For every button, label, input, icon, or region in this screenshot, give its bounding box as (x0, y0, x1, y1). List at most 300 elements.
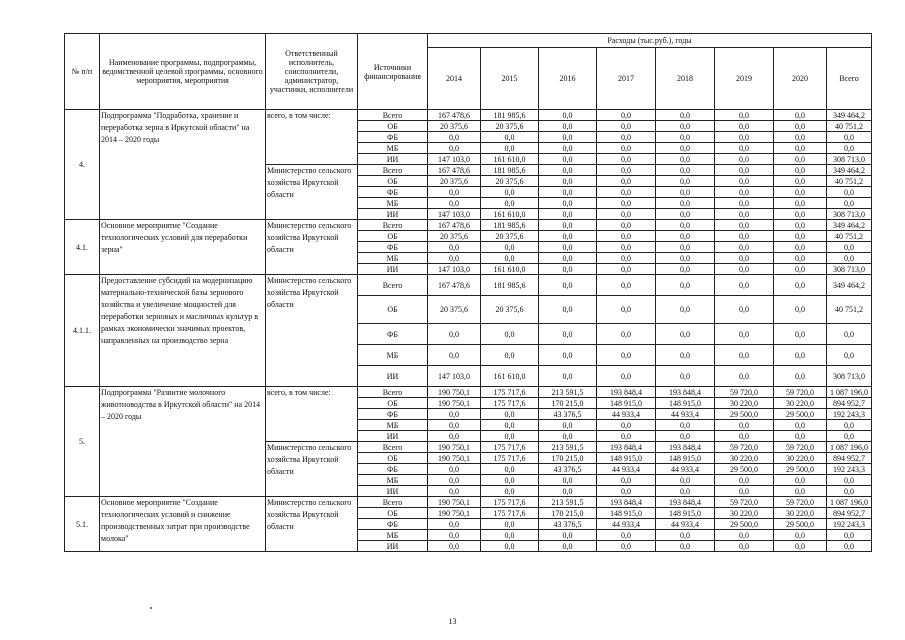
year-value: 175 717,6 (481, 442, 539, 453)
year-value: 190 750,1 (428, 398, 481, 409)
header-total: Всего (827, 48, 872, 110)
year-value: 193 848,4 (656, 387, 715, 398)
funding-source: ФБ (358, 464, 428, 475)
year-value: 0,0 (597, 296, 656, 324)
year-value: 175 717,6 (481, 453, 539, 464)
funding-source: ОБ (358, 508, 428, 519)
year-value: 0,0 (539, 154, 597, 165)
year-value: 147 103,0 (428, 366, 481, 387)
year-value: 0,0 (428, 431, 481, 442)
row-number: 5.1. (65, 497, 100, 552)
year-value: 0,0 (597, 264, 656, 275)
year-value: 213 591,5 (539, 387, 597, 398)
year-value: 0,0 (656, 264, 715, 275)
year-value: 213 591,5 (539, 442, 597, 453)
year-value: 0,0 (481, 187, 539, 198)
year-value: 0,0 (656, 165, 715, 176)
funding-source: ИИ (358, 431, 428, 442)
year-value: 43 376,5 (539, 464, 597, 475)
year-value: 170 215,0 (539, 398, 597, 409)
table-row (65, 275, 872, 296)
year-value: 161 610,0 (481, 264, 539, 275)
year-value: 0,0 (774, 275, 827, 296)
total-value: 894 952,7 (827, 398, 872, 409)
year-value: 0,0 (428, 187, 481, 198)
total-value: 0,0 (827, 345, 872, 366)
year-value: 0,0 (481, 242, 539, 253)
year-value: 30 220,0 (715, 453, 774, 464)
total-value: 1 087 196,0 (827, 442, 872, 453)
total-value: 349 464,2 (827, 165, 872, 176)
total-value: 308 713,0 (827, 154, 872, 165)
year-value: 0,0 (656, 220, 715, 231)
year-value: 170 215,0 (539, 508, 597, 519)
header-year: 2017 (597, 48, 656, 110)
year-value: 0,0 (428, 420, 481, 431)
year-value: 0,0 (774, 486, 827, 497)
funding-source: ФБ (358, 324, 428, 345)
year-value: 0,0 (774, 121, 827, 132)
year-value: 0,0 (539, 486, 597, 497)
table-row (65, 110, 872, 121)
year-value: 0,0 (774, 132, 827, 143)
year-value: 0,0 (774, 475, 827, 486)
year-value: 0,0 (539, 187, 597, 198)
year-value: 29 500,0 (715, 409, 774, 420)
year-value: 29 500,0 (715, 519, 774, 530)
year-value: 175 717,6 (481, 497, 539, 508)
year-value: 0,0 (597, 209, 656, 220)
year-value: 0,0 (774, 431, 827, 442)
table-row (65, 220, 872, 231)
row-number: 4.1. (65, 220, 100, 275)
item-name: Предоставление субсидий на модернизацию материально-технической базы зернового хозяйства и увеличение мощностей для переработки зерновых и масличных культур в рамках экономически значимых проектов, направленных на производство зерна (100, 275, 266, 387)
year-value: 0,0 (597, 530, 656, 541)
year-value: 0,0 (715, 209, 774, 220)
funding-source: Всего (358, 165, 428, 176)
year-value: 0,0 (656, 324, 715, 345)
expenses-table (64, 33, 872, 552)
year-value: 0,0 (715, 475, 774, 486)
year-value: 43 376,5 (539, 519, 597, 530)
year-value: 0,0 (715, 253, 774, 264)
year-value: 59 720,0 (774, 387, 827, 398)
total-value: 40 751,2 (827, 176, 872, 187)
total-value: 349 464,2 (827, 110, 872, 121)
header-year: 2015 (481, 48, 539, 110)
total-value: 0,0 (827, 132, 872, 143)
year-value: 0,0 (774, 296, 827, 324)
year-value: 0,0 (481, 409, 539, 420)
year-value: 44 933,4 (656, 464, 715, 475)
year-value: 0,0 (428, 143, 481, 154)
total-value: 0,0 (827, 431, 872, 442)
item-name: Подпрограмма "Подработка, хранение и переработка зерна в Иркутской области" на 2014 – 2020 годы (100, 110, 266, 220)
year-value: 0,0 (428, 519, 481, 530)
total-value: 192 243,3 (827, 519, 872, 530)
year-value: 0,0 (715, 110, 774, 121)
year-value: 0,0 (715, 486, 774, 497)
responsible-executor: Министерство сельского хозяйства Иркутской области (266, 442, 358, 497)
year-value: 0,0 (715, 143, 774, 154)
year-value: 0,0 (539, 220, 597, 231)
table-row (65, 387, 872, 398)
year-value: 190 750,1 (428, 508, 481, 519)
funding-source: МБ (358, 530, 428, 541)
year-value: 29 500,0 (715, 464, 774, 475)
year-value: 0,0 (539, 264, 597, 275)
year-value: 0,0 (597, 253, 656, 264)
year-value: 0,0 (715, 275, 774, 296)
year-value: 0,0 (481, 253, 539, 264)
year-value: 161 610,0 (481, 366, 539, 387)
header-num: № п/п (65, 34, 100, 110)
year-value: 44 933,4 (656, 519, 715, 530)
header-year: 2019 (715, 48, 774, 110)
year-value: 0,0 (656, 231, 715, 242)
year-value: 0,0 (597, 220, 656, 231)
year-value: 167 478,6 (428, 110, 481, 121)
year-value: 0,0 (656, 475, 715, 486)
year-value: 175 717,6 (481, 398, 539, 409)
year-value: 0,0 (597, 121, 656, 132)
year-value: 0,0 (774, 530, 827, 541)
year-value: 0,0 (715, 121, 774, 132)
year-value: 0,0 (481, 519, 539, 530)
year-value: 0,0 (715, 231, 774, 242)
year-value: 0,0 (656, 110, 715, 121)
year-value: 0,0 (428, 324, 481, 345)
year-value: 0,0 (597, 132, 656, 143)
year-value: 0,0 (597, 110, 656, 121)
year-value: 0,0 (715, 431, 774, 442)
year-value: 193 848,4 (656, 442, 715, 453)
funding-source: Всего (358, 442, 428, 453)
year-value: 167 478,6 (428, 275, 481, 296)
year-value: 0,0 (774, 198, 827, 209)
header-expenses: Расходы (тыс.руб.), годы (428, 34, 872, 48)
funding-source: Всего (358, 497, 428, 508)
funding-source: Всего (358, 110, 428, 121)
year-value: 20 375,6 (481, 296, 539, 324)
year-value: 0,0 (481, 324, 539, 345)
total-value: 308 713,0 (827, 264, 872, 275)
funding-source: МБ (358, 198, 428, 209)
year-value: 59 720,0 (715, 387, 774, 398)
year-value: 0,0 (481, 132, 539, 143)
page-number: 13 (448, 617, 457, 626)
year-value: 0,0 (539, 475, 597, 486)
total-value: 0,0 (827, 324, 872, 345)
row-number: 5. (65, 387, 100, 497)
funding-source: МБ (358, 420, 428, 431)
year-value: 0,0 (597, 176, 656, 187)
year-value: 161 610,0 (481, 154, 539, 165)
year-value: 59 720,0 (774, 497, 827, 508)
year-value: 0,0 (597, 324, 656, 345)
header-responsible: Ответственный исполнитель, соисполнители, администратор, участники, исполнители (266, 34, 358, 110)
year-value: 20 375,6 (481, 121, 539, 132)
item-name: Основное мероприятие "Создание технологических условий для переработки зерна" (100, 220, 266, 275)
year-value: 0,0 (428, 242, 481, 253)
year-value: 0,0 (539, 121, 597, 132)
year-value: 0,0 (539, 231, 597, 242)
funding-source: ОБ (358, 453, 428, 464)
year-value: 181 985,6 (481, 165, 539, 176)
total-value: 0,0 (827, 187, 872, 198)
year-value: 0,0 (428, 464, 481, 475)
year-value: 0,0 (539, 209, 597, 220)
year-value: 0,0 (715, 242, 774, 253)
year-value: 0,0 (539, 176, 597, 187)
year-value: 0,0 (774, 154, 827, 165)
year-value: 0,0 (597, 420, 656, 431)
funding-source: ФБ (358, 132, 428, 143)
year-value: 193 848,4 (656, 497, 715, 508)
year-value: 0,0 (656, 198, 715, 209)
funding-source: ИИ (358, 366, 428, 387)
year-value: 0,0 (428, 132, 481, 143)
year-value: 0,0 (539, 242, 597, 253)
funding-source: ОБ (358, 398, 428, 409)
year-value: 0,0 (428, 541, 481, 552)
year-value: 0,0 (597, 154, 656, 165)
year-value: 0,0 (656, 486, 715, 497)
total-value: 0,0 (827, 541, 872, 552)
year-value: 0,0 (656, 242, 715, 253)
year-value: 0,0 (656, 154, 715, 165)
total-value: 1 087 196,0 (827, 497, 872, 508)
year-value: 0,0 (715, 165, 774, 176)
year-value: 0,0 (774, 110, 827, 121)
responsible-executor: всего, в том числе: (266, 387, 358, 442)
year-value: 0,0 (715, 530, 774, 541)
year-value: 0,0 (656, 132, 715, 143)
year-value: 59 720,0 (715, 497, 774, 508)
year-value: 44 933,4 (597, 464, 656, 475)
year-value: 0,0 (597, 198, 656, 209)
year-value: 0,0 (597, 475, 656, 486)
year-value: 0,0 (539, 143, 597, 154)
total-value: 1 087 196,0 (827, 387, 872, 398)
year-value: 148 915,0 (597, 453, 656, 464)
year-value: 148 915,0 (597, 398, 656, 409)
year-value: 167 478,6 (428, 165, 481, 176)
header-name: Наименование программы, подпрограммы, ведомственной целевой программы, основного мероприятия, мероприятия (100, 34, 266, 110)
year-value: 0,0 (774, 541, 827, 552)
total-value: 192 243,3 (827, 464, 872, 475)
year-value: 44 933,4 (597, 519, 656, 530)
year-value: 190 750,1 (428, 442, 481, 453)
year-value: 0,0 (539, 431, 597, 442)
year-value: 181 985,6 (481, 110, 539, 121)
year-value: 0,0 (539, 198, 597, 209)
year-value: 30 220,0 (715, 508, 774, 519)
total-value: 0,0 (827, 242, 872, 253)
year-value: 0,0 (539, 324, 597, 345)
year-value: 0,0 (597, 165, 656, 176)
year-value: 147 103,0 (428, 209, 481, 220)
year-value: 20 375,6 (428, 296, 481, 324)
year-value: 0,0 (774, 253, 827, 264)
year-value: 0,0 (774, 187, 827, 198)
year-value: 0,0 (715, 264, 774, 275)
year-value: 0,0 (656, 121, 715, 132)
year-value: 0,0 (715, 366, 774, 387)
year-value: 0,0 (774, 165, 827, 176)
year-value: 0,0 (539, 253, 597, 264)
funding-source: ФБ (358, 187, 428, 198)
year-value: 0,0 (481, 345, 539, 366)
year-value: 0,0 (539, 132, 597, 143)
header-year: 2016 (539, 48, 597, 110)
year-value: 20 375,6 (428, 231, 481, 242)
year-value: 0,0 (428, 530, 481, 541)
year-value: 0,0 (656, 143, 715, 154)
year-value: 0,0 (715, 324, 774, 345)
year-value: 0,0 (597, 242, 656, 253)
total-value: 894 952,7 (827, 453, 872, 464)
year-value: 0,0 (774, 143, 827, 154)
year-value: 0,0 (481, 486, 539, 497)
year-value: 0,0 (715, 132, 774, 143)
year-value: 147 103,0 (428, 154, 481, 165)
funding-source: ИИ (358, 209, 428, 220)
table-header (65, 34, 872, 110)
responsible-executor: Министерство сельского хозяйства Иркутской области (266, 165, 358, 220)
responsible-executor: Министерство сельского хозяйства Иркутской области (266, 220, 358, 275)
funding-source: МБ (358, 345, 428, 366)
funding-source: ФБ (358, 409, 428, 420)
year-value: 0,0 (715, 420, 774, 431)
year-value: 0,0 (774, 209, 827, 220)
funding-source: МБ (358, 143, 428, 154)
year-value: 59 720,0 (715, 442, 774, 453)
year-value: 0,0 (597, 366, 656, 387)
year-value: 0,0 (715, 154, 774, 165)
total-value: 308 713,0 (827, 209, 872, 220)
year-value: 0,0 (539, 110, 597, 121)
year-value: 181 985,6 (481, 275, 539, 296)
year-value: 0,0 (481, 420, 539, 431)
year-value: 0,0 (481, 198, 539, 209)
year-value: 0,0 (597, 345, 656, 366)
year-value: 0,0 (597, 275, 656, 296)
year-value: 190 750,1 (428, 453, 481, 464)
year-value: 0,0 (481, 541, 539, 552)
year-value: 0,0 (539, 345, 597, 366)
year-value: 0,0 (774, 264, 827, 275)
scan-dot (150, 607, 152, 609)
year-value: 0,0 (539, 541, 597, 552)
total-value: 894 952,7 (827, 508, 872, 519)
year-value: 0,0 (656, 275, 715, 296)
year-value: 0,0 (428, 409, 481, 420)
funding-source: ОБ (358, 121, 428, 132)
year-value: 0,0 (715, 541, 774, 552)
year-value: 0,0 (656, 209, 715, 220)
total-value: 40 751,2 (827, 231, 872, 242)
year-value: 20 375,6 (481, 176, 539, 187)
year-value: 0,0 (774, 420, 827, 431)
row-number: 4.1.1. (65, 275, 100, 387)
year-value: 0,0 (656, 431, 715, 442)
total-value: 0,0 (827, 253, 872, 264)
year-value: 29 500,0 (774, 519, 827, 530)
year-value: 0,0 (539, 530, 597, 541)
year-value: 193 848,4 (597, 497, 656, 508)
funding-source: ОБ (358, 296, 428, 324)
year-value: 0,0 (428, 198, 481, 209)
total-value: 192 243,3 (827, 409, 872, 420)
year-value: 0,0 (774, 176, 827, 187)
total-value: 349 464,2 (827, 220, 872, 231)
year-value: 0,0 (774, 366, 827, 387)
year-value: 0,0 (774, 220, 827, 231)
total-value: 308 713,0 (827, 366, 872, 387)
year-value: 148 915,0 (656, 453, 715, 464)
year-value: 190 750,1 (428, 497, 481, 508)
total-value: 0,0 (827, 198, 872, 209)
total-value: 0,0 (827, 530, 872, 541)
funding-source: Всего (358, 220, 428, 231)
item-name: Подпрограмма "Развитие молочного животноводства в Иркутской области" на 2014 – 2020 годы (100, 387, 266, 497)
year-value: 29 500,0 (774, 409, 827, 420)
year-value: 44 933,4 (656, 409, 715, 420)
year-value: 20 375,6 (428, 121, 481, 132)
year-value: 0,0 (481, 464, 539, 475)
responsible-executor: Министерство сельского хозяйства Иркутской области (266, 275, 358, 387)
year-value: 0,0 (539, 165, 597, 176)
year-value: 0,0 (656, 530, 715, 541)
funding-source: ФБ (358, 242, 428, 253)
year-value: 148 915,0 (656, 508, 715, 519)
year-value: 181 985,6 (481, 220, 539, 231)
year-value: 0,0 (539, 420, 597, 431)
year-value: 0,0 (597, 143, 656, 154)
funding-source: ОБ (358, 231, 428, 242)
year-value: 0,0 (656, 420, 715, 431)
year-value: 147 103,0 (428, 264, 481, 275)
item-name: Основное мероприятие "Создание технологических условий и снижение производственных затрат при производстве молока" (100, 497, 266, 552)
year-value: 0,0 (481, 143, 539, 154)
year-value: 0,0 (428, 253, 481, 264)
year-value: 0,0 (597, 187, 656, 198)
year-value: 43 376,5 (539, 409, 597, 420)
year-value: 0,0 (656, 176, 715, 187)
total-value: 0,0 (827, 143, 872, 154)
year-value: 0,0 (715, 345, 774, 366)
total-value: 40 751,2 (827, 121, 872, 132)
year-value: 30 220,0 (715, 398, 774, 409)
year-value: 0,0 (715, 187, 774, 198)
year-value: 0,0 (656, 296, 715, 324)
year-value: 0,0 (656, 253, 715, 264)
header-source: Источники финансирования (358, 34, 428, 110)
funding-source: ФБ (358, 519, 428, 530)
row-number: 4. (65, 110, 100, 220)
year-value: 213 591,5 (539, 497, 597, 508)
year-value: 175 717,6 (481, 508, 539, 519)
year-value: 0,0 (715, 296, 774, 324)
year-value: 0,0 (656, 187, 715, 198)
funding-source: ИИ (358, 264, 428, 275)
funding-source: ИИ (358, 541, 428, 552)
year-value: 148 915,0 (597, 508, 656, 519)
year-value: 0,0 (774, 324, 827, 345)
year-value: 0,0 (481, 530, 539, 541)
total-value: 0,0 (827, 475, 872, 486)
